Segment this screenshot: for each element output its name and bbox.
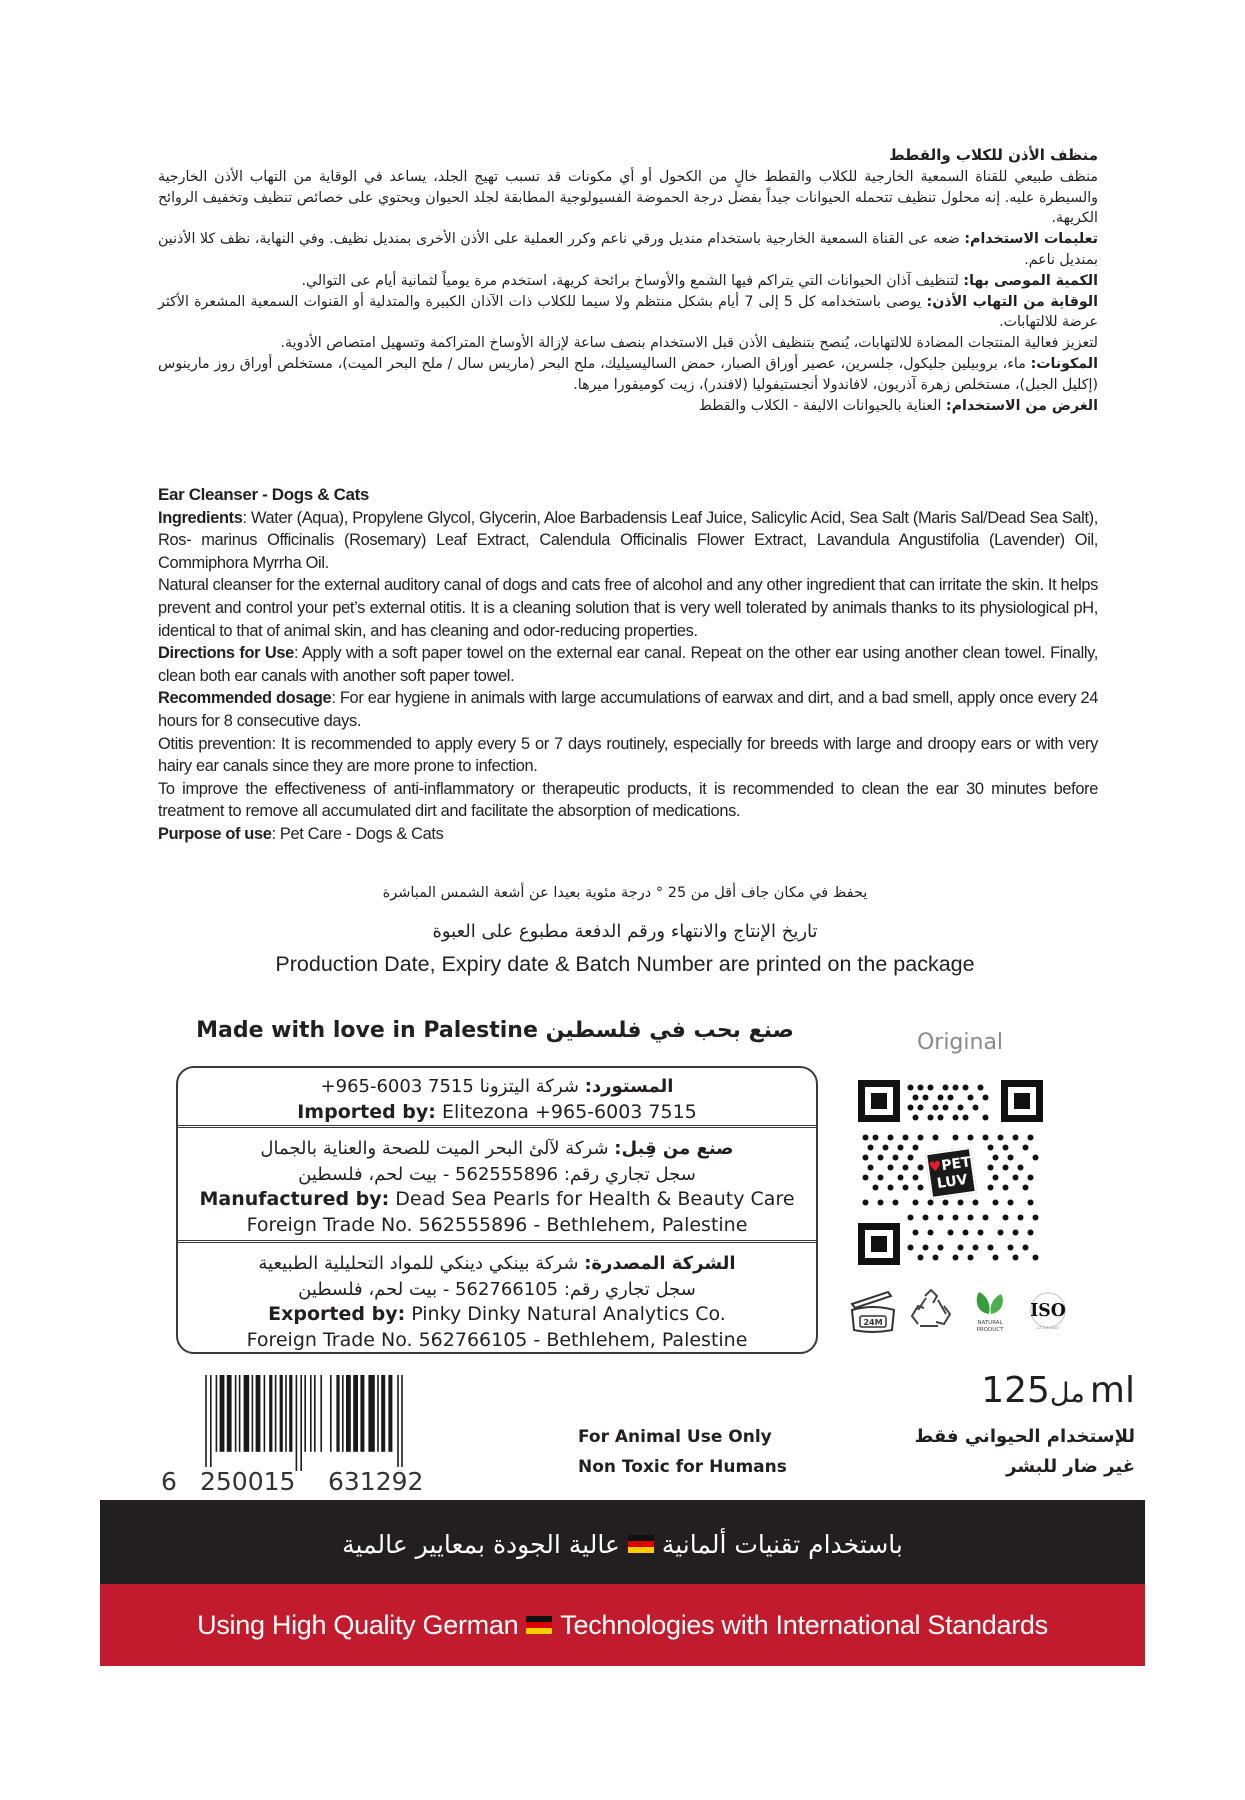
original-label: Original (916, 1030, 1004, 1055)
qr-finder-bottom-left (858, 1223, 900, 1265)
pet-luv-logo: ♥PET LUV (925, 1147, 977, 1199)
english-purpose: Purpose of use: Pet Care - Dogs & Cats (158, 824, 444, 843)
storage-instructions: يحفظ في مكان جاف أقل من 25 ° درجة مئوية بعيدا عن أشعة الشمس المباشرة (382, 885, 868, 901)
arabic-ingredients: المكونات: ماء، بروبيلين جليكول، جلسرين، عصير أوراق الصبار، حمض الساليسيليك، ملح البحر (ماريس سال / ملح البحر الميت)، مستخلص أوراق روز مارينوس (إكليل الجبل)، مستخلص زهرة آذريون، لافاندولا أنجستيفوليا (لافندر)، زيت كوميفورا ميرها. (158, 355, 1098, 393)
barcode-left-group: 250015 (200, 1467, 296, 1496)
barcode (161, 1375, 455, 1500)
arabic-product-info (158, 145, 1098, 416)
barcode-bars-icon (165, 1375, 455, 1475)
arabic-purpose: الغرض من الاستخدام: العناية بالحيوانات الاليفة - الكلاب والقطط (698, 397, 1098, 414)
importer-section: المستورد: شركة اليتزونا 7515 6003-965+ Imported by: Elitezona +965-6003 7515 (178, 1068, 816, 1128)
banner-english: Using High Quality German Technologies with International Standards (100, 1584, 1145, 1666)
english-directions: Directions for Use: Apply with a soft paper towel on the external ear canal. Repeat on the other ear using another clean towel. Finally, clean both ear canals with another soft paper towel. (158, 644, 1098, 685)
arabic-description: منظف طبيعي للقناة السمعية الخارجية للكلاب والقطط خالٍ من الكحول أو أي مكونات قد تسبب تهيج الجلد، يساعد في الوقاية من التهاب الأذن الخارجية والسيطرة عليه. إنه محلول تنظيف تتحمله الحيوانات جيداً بفضل درجة الحموضة الفسيولوجية المطابقة لجلد الحيوان ويحتوي على خصائص تنظيف وتخفيف الروائح الكريهة. (158, 168, 1098, 227)
banner-arabic: باستخدام تقنيات ألمانية عالية الجودة بمعايير عالمية (100, 1500, 1145, 1588)
recycle-icon (906, 1286, 956, 1336)
iso-certification-icon (1023, 1286, 1073, 1336)
certification-icons (848, 1285, 1073, 1337)
period-after-opening-icon (848, 1286, 898, 1336)
volume: مل125 ml (981, 1370, 1135, 1411)
english-ingredients: Ingredients: Water (Aqua), Propylene Glycol, Glycerin, Aloe Barbadensis Leaf Juice, Salicylic Acid, Sea Salt (Maris Sal/Dead Sea Salt), Ros- marinus Officinalis (Rosemary) Leaf Extract, Calendula Officinalis Flower Extract, Lavandula Angustifolia (Lavender) Oil, Commiphora Myrrha Oil. (158, 508, 1098, 572)
natural-product-icon (965, 1286, 1015, 1336)
english-effectiveness: To improve the effectiveness of anti-inflammatory or therapeutic products, it is recommended to clean the ear 30 minutes before treatment to remove all accumulated dirt and facilitate the absorption of medications. (158, 779, 1098, 821)
company-info-box (176, 1066, 818, 1354)
dates-note-arabic: تاريخ الإنتاج والانتهاء ورقم الدفعة مطبوع على العبوة (432, 921, 818, 942)
english-dosage: Recommended dosage: For ear hygiene in animals with large accumulations of earwax and dirt, and a bad smell, apply once every 24 hours for 8 consecutive days. (158, 689, 1098, 730)
barcode-first-digit: 6 (161, 1467, 177, 1496)
animal-use-english: For Animal Use Only Non Toxic for Humans (578, 1427, 787, 1477)
manufacturer-section: صنع من قِبل: شركة لآلئ البحر الميت للصحة والعناية بالجمال سجل تجاري رقم: 562555896 - بيت لحم، فلسطين Manufactured by: Dead Sea Pearls for Health & Beauty Care Foreign Trade No. 562555896 - Bethlehem, Palestine (178, 1128, 816, 1243)
barcode-right-group: 631292 (328, 1467, 424, 1496)
arabic-title: منظف الأذن للكلاب والقطط (889, 146, 1098, 164)
heart-icon: ♥ (928, 1158, 943, 1176)
germany-flag-icon (526, 1616, 552, 1634)
german-technology-banner (100, 1500, 1145, 1666)
arabic-dosage: الكمية الموصى بها: لتنظيف آذان الحيوانات التي يتراكم فيها الشمع والأوساخ برائحة كريهة، استخدم مرة يومياً لثمانية أيام عى التوالي. (301, 272, 1098, 289)
qr-finder-top-right (1001, 1080, 1043, 1122)
germany-flag-icon (628, 1535, 654, 1553)
arabic-directions: تعليمات الاستخدام: ضعه عى القناة السمعية الخارجية باستخدام منديل ورقي ناعم وكرر العملية على الأذن الأخرى بمنديل نظيف. وفي النهاية، نظف كلا الأذنين بمنديل ناعم. (158, 231, 1098, 268)
qr-code[interactable] (858, 1080, 1043, 1265)
arabic-effectiveness: لتعزيز فعالية المنتجات المضادة للالتهابات، يُنصح بتنظيف الأذن قبل الاستخدام بنصف ساعة لإزالة الأوساخ المتراكمة وتسهيل امتصاص الأدوية. (280, 335, 1098, 352)
svg-text:NATURAL: NATURAL (977, 1320, 1003, 1326)
qr-finder-top-left (858, 1080, 900, 1122)
arabic-prevention: الوقاية من التهاب الأذن: يوصى باستخدامه كل 5 إلى 7 أيام بشكل منتظم ولا سيما للكلاب ذات الآذان الكبيرة والمتدلية أو القنوات السمعية المشعرة الأكثر عرضة للالتهابات. (158, 293, 1099, 331)
english-title: Ear Cleanser - Dogs & Cats (158, 485, 370, 504)
english-prevention: Otitis prevention: It is recommended to apply every 5 or 7 days routinely, especially for breeds with large and droopy ears or with very hairy ear canals since they are more prone to infection. (158, 734, 1098, 776)
svg-text:PRODUCT: PRODUCT (976, 1327, 1004, 1333)
animal-use-arabic: للإستخدام الحيواني فقط غير ضار للبشر (914, 1426, 1135, 1477)
english-description: Natural cleanser for the external auditory canal of dogs and cats free of alcohol and any other ingredient that can irritate the skin. It helps prevent and control your pet’s external otitis. It is a cleaning solution that is very well tolerated by animals thanks to its physiological pH, identical to that of animal skin, and has cleaning and odor-reducing properties. (158, 576, 1098, 640)
svg-text:24M: 24M (863, 1318, 883, 1327)
english-product-info (158, 484, 1098, 846)
svg-text:ISO: ISO (1030, 1301, 1066, 1322)
dates-note-english: Production Date, Expiry date & Batch Number are printed on the package (275, 952, 975, 976)
made-with-love: Made with love in Palestine صنع بحب في فلسطين (196, 1018, 794, 1043)
exporter-section: الشركة المصدرة: شركة بينكي دينكي للمواد التحليلية الطبيعية سجل تجاري رقم: 562766105 - بيت لحم، فلسطين Exported by: Pinky Dinky Natural Analytics Co. Foreign Trade No. 562766105 - Bethlehem, Palestine (246, 1253, 748, 1351)
svg-text:22716:2007: 22716:2007 (1036, 1325, 1060, 1331)
